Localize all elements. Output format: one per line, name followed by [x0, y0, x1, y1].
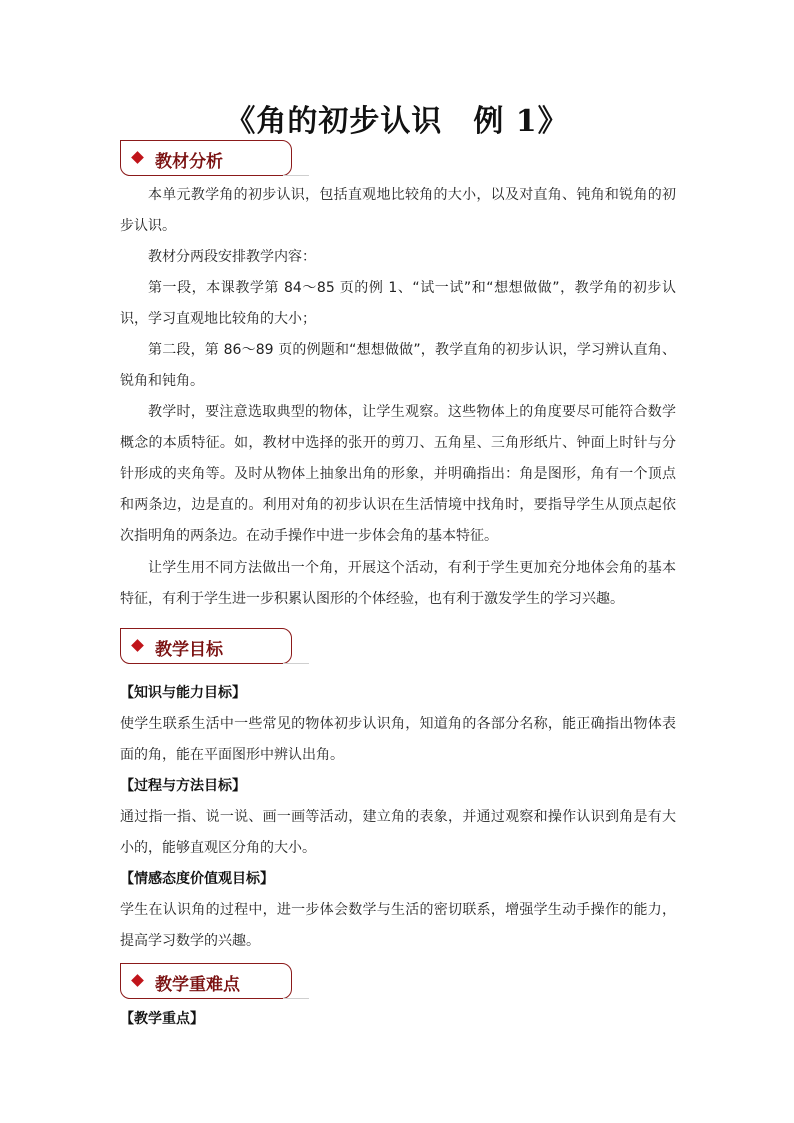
section-header-goals — [120, 628, 292, 664]
process-goal-heading: 【过程与方法目标】 — [120, 778, 246, 794]
section-label: 教学重难点 — [155, 975, 240, 995]
analysis-paragraph-1: 本单元教学角的初步认识，包括直观地比较角的大小，以及对直角、钝角和锐角的初步认识。 — [120, 187, 676, 234]
emotion-goal-text: 学生在认识角的过程中，进一步体会数学与生活的密切联系，增强学生动手操作的能力，提高学习数学的兴趣。 — [120, 902, 676, 949]
process-goal-text: 通过指一指、说一说、画一画等活动，建立角的表象，并通过观察和操作认识到角是有大小的，能够直观区分角的大小。 — [120, 809, 676, 856]
section-header-key-points — [120, 963, 292, 999]
analysis-paragraph-2: 教材分两段安排教学内容： — [148, 249, 316, 265]
diamond-bullet-icon — [131, 151, 144, 164]
diamond-bullet-icon — [131, 639, 144, 652]
section-label: 教材分析 — [155, 152, 223, 172]
emotion-goal-heading: 【情感态度价值观目标】 — [120, 871, 274, 887]
analysis-paragraph-5: 教学时，要注意选取典型的物体，让学生观察。这些物体上的角度要尽可能符合数学概念的本质特征。如，教材中选择的张开的剪刀、五角星、三角形纸片、钟面上时针与分针形成的夹角等。及时从物体上抽象出角的形象，并明确指出：角是图形，角有一个顶点和两条边，边是直的。利用对角的初步认识在生活情境中找角时，要指导学生从顶点起依次指明角的两条边。在动手操作中进一步体会角的基本特征。 — [120, 404, 676, 544]
page-title: 《角的初步认识 例 1》 — [225, 104, 569, 139]
knowledge-goal-text: 使学生联系生活中一些常见的物体初步认识角，知道角的各部分名称，能正确指出物体表面的角，能在平面图形中辨认出角。 — [120, 716, 676, 763]
section-header-analysis — [120, 140, 292, 176]
analysis-paragraph-6: 让学生用不同方法做出一个角，开展这个活动，有利于学生更加充分地体会角的基本特征，有利于学生进一步积累认图形的个体经验，也有利于激发学生的学习兴趣。 — [120, 560, 676, 607]
knowledge-goal-heading: 【知识与能力目标】 — [120, 685, 246, 701]
section-label: 教学目标 — [155, 640, 223, 660]
diamond-bullet-icon — [131, 974, 144, 987]
analysis-paragraph-3: 第一段，本课教学第 84～85 页的例 1、“试一试”和“想想做做”，教学角的初步认识，学习直观地比较角的大小； — [120, 280, 676, 327]
teaching-focus-heading: 【教学重点】 — [120, 1011, 204, 1027]
analysis-paragraph-4: 第二段，第 86～89 页的例题和“想想做做”，教学直角的初步认识，学习辨认直角、锐角和钝角。 — [120, 342, 676, 389]
